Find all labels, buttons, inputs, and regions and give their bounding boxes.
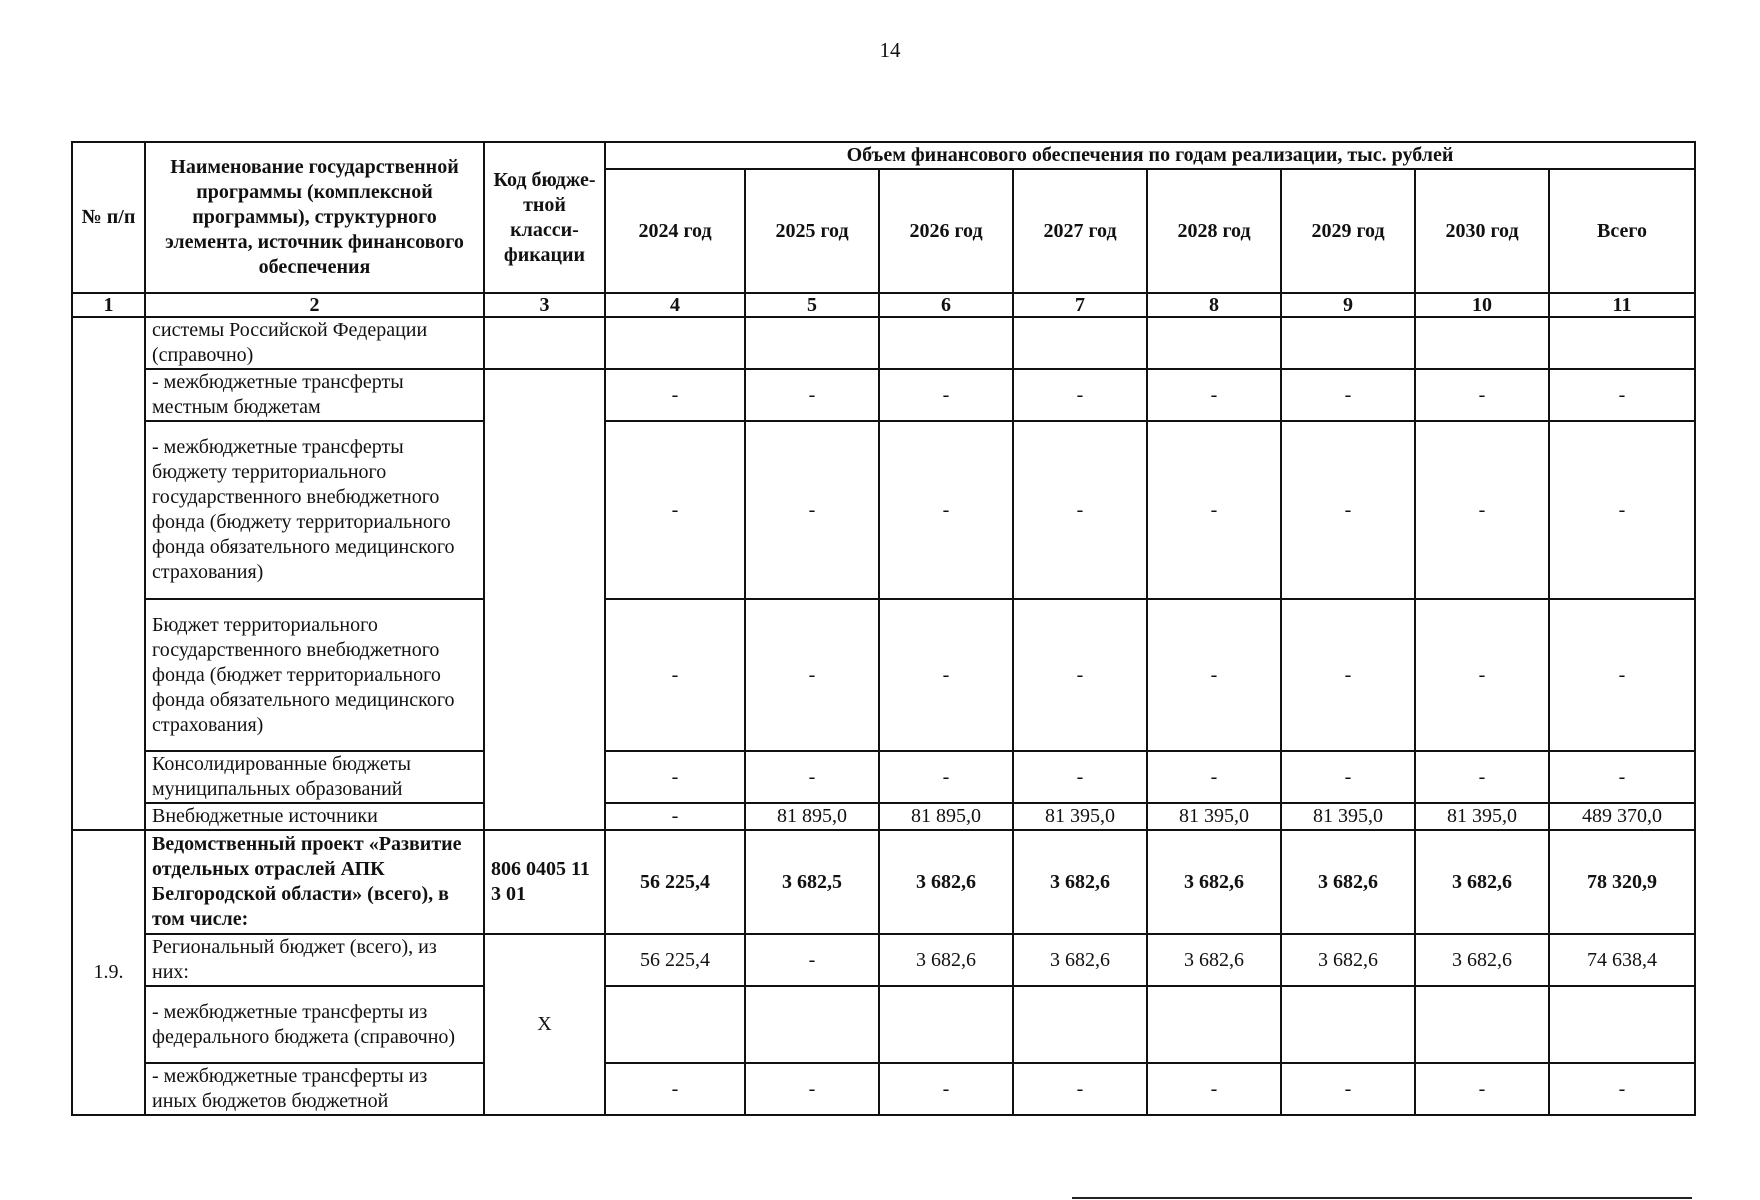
row-code: X <box>484 934 605 1115</box>
table-row <box>72 830 1695 934</box>
row-value: - <box>1415 369 1549 421</box>
row-value: - <box>1549 421 1695 599</box>
column-index: 8 <box>1147 293 1281 317</box>
row-value <box>745 986 879 1063</box>
row-value: - <box>1281 369 1415 421</box>
row-value: 3 682,6 <box>1281 830 1415 934</box>
row-value: - <box>1281 1063 1415 1115</box>
row-name: Внебюджетные источники <box>145 803 484 830</box>
row-value: - <box>1147 599 1281 751</box>
row-value: - <box>879 369 1013 421</box>
row-value: - <box>1415 599 1549 751</box>
row-value: - <box>745 751 879 803</box>
row-value <box>1147 317 1281 369</box>
row-value: - <box>1281 751 1415 803</box>
row-value: 78 320,9 <box>1549 830 1695 934</box>
row-name: Консолидированные бюджеты муниципальных образований <box>145 751 484 803</box>
column-index: 3 <box>484 293 605 317</box>
row-value: 3 682,6 <box>1147 830 1281 934</box>
row-value: - <box>605 1063 745 1115</box>
row-value: - <box>1415 1063 1549 1115</box>
header-total: Всего <box>1549 169 1695 293</box>
row-value: - <box>745 369 879 421</box>
row-value: 3 682,6 <box>1415 830 1549 934</box>
financing-table <box>71 141 1696 1116</box>
row-code: 806 0405 11 3 01 <box>484 830 605 934</box>
row-value <box>1415 986 1549 1063</box>
row-value: - <box>879 599 1013 751</box>
row-name: Региональный бюджет (всего), из них: <box>145 934 484 986</box>
row-value: - <box>605 751 745 803</box>
row-value <box>605 986 745 1063</box>
row-value: - <box>1415 421 1549 599</box>
row-value: - <box>879 751 1013 803</box>
header-name: Наименование государственной программы (комплексной программы), структурного элемента, источник финансового обеспечения <box>145 142 484 293</box>
row-value <box>1013 986 1147 1063</box>
row-value: 81 395,0 <box>1281 803 1415 830</box>
row-value: 81 395,0 <box>1013 803 1147 830</box>
row-value <box>879 986 1013 1063</box>
row-name: Ведомственный проект «Развитие отдельных отраслей АПК Белгородской области» (всего), в том числе: <box>145 830 484 934</box>
row-value: 3 682,6 <box>1415 934 1549 986</box>
column-index: 5 <box>745 293 879 317</box>
table-row <box>72 1063 1695 1115</box>
header-year-2024: 2024 год <box>605 169 745 293</box>
row-value: 56 225,4 <box>605 830 745 934</box>
row-value: - <box>605 421 745 599</box>
row-value <box>1281 317 1415 369</box>
row-value: - <box>745 1063 879 1115</box>
row-value: 3 682,6 <box>1013 934 1147 986</box>
row-value <box>1147 986 1281 1063</box>
row-value <box>879 317 1013 369</box>
row-value: - <box>1013 1063 1147 1115</box>
row-value: - <box>1147 421 1281 599</box>
header-year-2025: 2025 год <box>745 169 879 293</box>
row-value <box>1415 317 1549 369</box>
header-code: Код бюдже-тной класси-фикации <box>484 142 605 293</box>
row-value: 81 395,0 <box>1415 803 1549 830</box>
table-row <box>72 986 1695 1063</box>
row-code <box>484 317 605 369</box>
table-row <box>72 934 1695 986</box>
row-index-cell: 1.9. <box>72 830 145 1115</box>
header-number: № п/п <box>72 142 145 293</box>
bottom-rule-divider <box>1072 1197 1692 1199</box>
row-name: системы Российской Федерации (справочно) <box>145 317 484 369</box>
table-row <box>72 317 1695 369</box>
row-value: 3 682,6 <box>1147 934 1281 986</box>
row-value: - <box>879 421 1013 599</box>
row-value: - <box>745 934 879 986</box>
column-index: 1 <box>72 293 145 317</box>
row-code <box>484 369 605 830</box>
row-value: 3 682,6 <box>879 830 1013 934</box>
row-value: 489 370,0 <box>1549 803 1695 830</box>
row-value: - <box>605 369 745 421</box>
table-row <box>72 369 1695 421</box>
column-index: 11 <box>1549 293 1695 317</box>
column-index: 6 <box>879 293 1013 317</box>
row-value <box>1281 986 1415 1063</box>
column-index: 9 <box>1281 293 1415 317</box>
row-value: 81 895,0 <box>879 803 1013 830</box>
header-year-2029: 2029 год <box>1281 169 1415 293</box>
header-financing-group: Объем финансового обеспечения по годам реализации, тыс. рублей <box>605 142 1695 169</box>
row-value <box>1549 317 1695 369</box>
row-value <box>1013 317 1147 369</box>
row-value <box>745 317 879 369</box>
header-year-2030: 2030 год <box>1415 169 1549 293</box>
row-value: 3 682,6 <box>1013 830 1147 934</box>
table-row <box>72 803 1695 830</box>
row-value: - <box>1147 369 1281 421</box>
row-value <box>1549 986 1695 1063</box>
column-index: 7 <box>1013 293 1147 317</box>
column-index: 2 <box>145 293 484 317</box>
row-value: - <box>1549 599 1695 751</box>
row-value: - <box>745 421 879 599</box>
row-value: - <box>605 599 745 751</box>
row-value: 3 682,6 <box>879 934 1013 986</box>
row-value: - <box>1013 599 1147 751</box>
header-year-2027: 2027 год <box>1013 169 1147 293</box>
row-name: - межбюджетные трансферты бюджету территориального государственного внебюджетного фонда (бюджету территориального фонда обязательного медицинского страхования) <box>145 421 484 599</box>
row-value: - <box>1147 751 1281 803</box>
table-row <box>72 751 1695 803</box>
row-value <box>605 317 745 369</box>
table-row <box>72 421 1695 599</box>
table-row <box>72 599 1695 751</box>
row-value: - <box>745 599 879 751</box>
row-value: 81 395,0 <box>1147 803 1281 830</box>
header-year-2026: 2026 год <box>879 169 1013 293</box>
row-value: - <box>1013 751 1147 803</box>
row-value: - <box>1281 599 1415 751</box>
column-index: 10 <box>1415 293 1549 317</box>
row-value: - <box>1415 751 1549 803</box>
row-name: - межбюджетные трансферты из федерального бюджета (справочно) <box>145 986 484 1063</box>
row-value: - <box>1549 369 1695 421</box>
row-value: - <box>1549 1063 1695 1115</box>
column-index-row <box>72 293 1695 317</box>
row-value: - <box>1147 1063 1281 1115</box>
row-name: - межбюджетные трансферты из иных бюджетов бюджетной <box>145 1063 484 1115</box>
row-value: - <box>1281 421 1415 599</box>
row-value: - <box>1549 751 1695 803</box>
row-value: 3 682,5 <box>745 830 879 934</box>
page-number: 14 <box>879 38 901 62</box>
header-year-2028: 2028 год <box>1147 169 1281 293</box>
row-value: - <box>1013 421 1147 599</box>
row-value: - <box>1013 369 1147 421</box>
row-value: 56 225,4 <box>605 934 745 986</box>
column-index: 4 <box>605 293 745 317</box>
row-value: - <box>879 1063 1013 1115</box>
row-value: 74 638,4 <box>1549 934 1695 986</box>
row-value: 3 682,6 <box>1281 934 1415 986</box>
row-name: Бюджет территориального государственного внебюджетного фонда (бюджет территориального фонда обязательного медицинского страхования) <box>145 599 484 751</box>
row-value: - <box>605 803 745 830</box>
row-name: - межбюджетные трансферты местным бюджетам <box>145 369 484 421</box>
row-value: 81 895,0 <box>745 803 879 830</box>
row-index-cell <box>72 317 145 830</box>
